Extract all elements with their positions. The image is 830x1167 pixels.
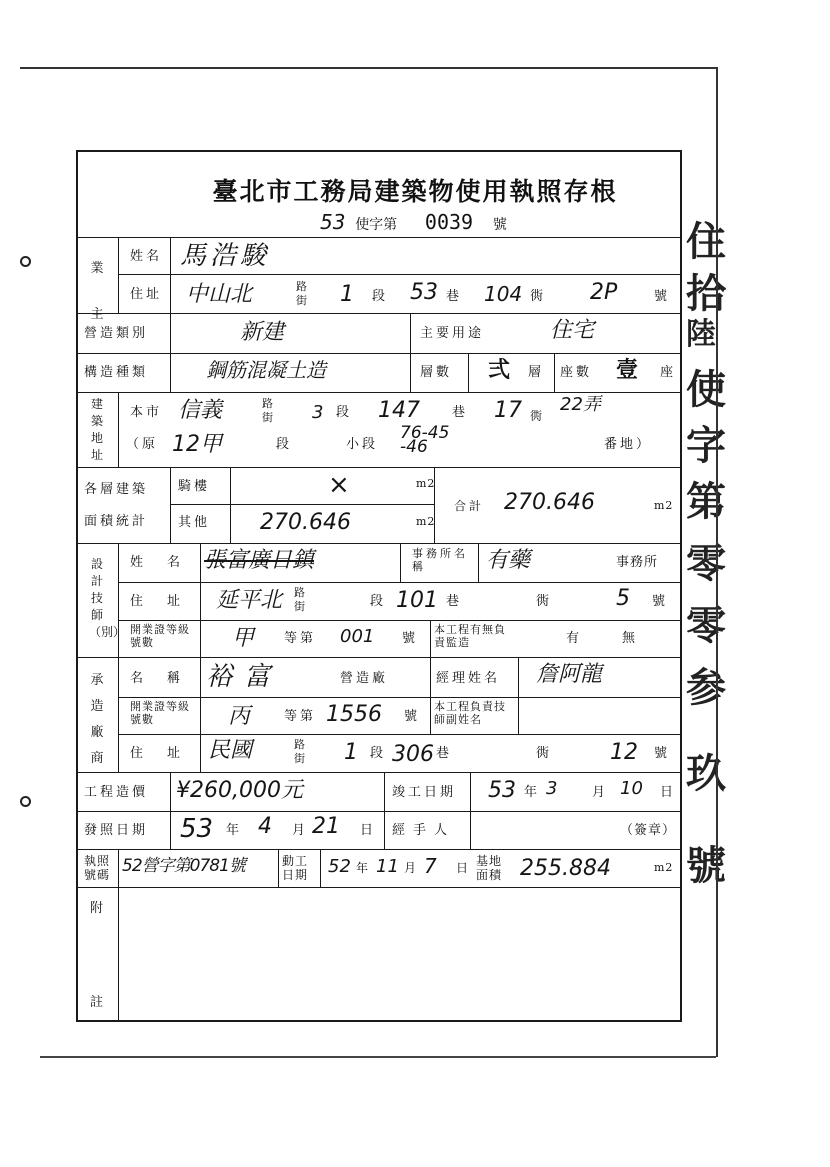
construction-type-label: 營造類別 — [84, 326, 149, 341]
architect-office-label: 事務所名稱 — [412, 547, 468, 573]
contractor-duan: 1 — [344, 740, 358, 765]
architect-lane: 101 — [396, 588, 438, 613]
issue-day: 21 — [312, 814, 340, 839]
punch-hole-2 — [20, 796, 31, 807]
architect-name: 張富廣日鎮 — [204, 548, 315, 573]
contractor-name-suffix: 營造廠 — [340, 671, 389, 686]
permit-label: 執照號碼 — [84, 854, 111, 882]
issue-year-unit: 年 — [226, 823, 243, 838]
architect-office-suffix: 事務所 — [616, 555, 659, 570]
architect-street-label: 街 — [294, 600, 306, 613]
architect-supervise-label: 本工程有無負責監造 — [434, 623, 506, 649]
structure-label: 構造種類 — [84, 365, 149, 380]
issue-month-unit: 月 — [292, 823, 309, 838]
site-plot-label: 番地） — [604, 437, 653, 452]
side-char-10: 玖 — [686, 750, 726, 797]
side-char-6: 第 — [686, 478, 726, 525]
license-label: 使字第 — [355, 217, 398, 233]
architect-grade: 甲 — [232, 626, 255, 651]
arcade-unit: m2 — [416, 477, 436, 490]
side-stamp-column — [686, 218, 730, 922]
contractor-name: 裕富 — [206, 662, 283, 692]
completion-label: 竣工日期 — [392, 785, 457, 800]
site-number: 22弄 — [560, 394, 601, 415]
owner-duan-label: 段 — [372, 289, 389, 304]
cost-label: 工程造價 — [84, 785, 149, 800]
remarks-label-bottom: 註 — [90, 995, 107, 1010]
contractor-cert-suffix: 號 — [404, 709, 421, 724]
remarks-label-top: 附 — [90, 901, 107, 916]
architect-office: 有藥 — [486, 548, 531, 573]
side-char-7: 零 — [686, 540, 726, 587]
contractor-tech-label: 本工程負責技師副姓名 — [434, 700, 506, 726]
floor-area-label-1: 各層建築 — [84, 482, 149, 497]
site-alley-label: 衖 — [530, 409, 546, 423]
issue-day-unit: 日 — [360, 823, 377, 838]
start-day-unit: 日 — [456, 861, 470, 875]
architect-cert-no: 001 — [340, 626, 375, 647]
permit-value: 52營字第0781號 — [122, 856, 245, 876]
construction-type-value: 新建 — [240, 320, 285, 345]
buildings-unit: 座 — [660, 365, 677, 380]
completion-day: 10 — [620, 778, 643, 799]
page-title: 臺北市工務局建築物使用執照存根 — [212, 177, 618, 206]
architect-alley-label: 衖 — [536, 594, 553, 609]
start-year: 52 — [328, 856, 351, 877]
site-orig-label: （原 — [126, 437, 159, 452]
contractor-cert-label: 開業證等級號數 — [130, 700, 190, 726]
cost-value: ¥260,000元 — [176, 778, 303, 803]
architect-duan-label: 段 — [370, 594, 387, 609]
owner-road-label: 路 — [296, 280, 308, 293]
side-char-5: 字 — [686, 422, 726, 469]
side-char-2: 拾 — [686, 270, 726, 317]
contractor-alley-label: 衖 — [536, 746, 553, 761]
architect-lane-label: 巷 — [446, 594, 463, 609]
side-char-1: 住 — [686, 218, 726, 265]
contractor-name-label: 名稱 — [130, 671, 205, 686]
site-lane: 147 — [378, 398, 420, 423]
site-city-label: 本市 — [130, 405, 163, 420]
start-month-unit: 月 — [404, 861, 418, 875]
architect-road: 延平北 — [216, 588, 283, 613]
site-duan-label: 段 — [336, 405, 353, 420]
site-orig-duan-label: 段 — [276, 437, 293, 452]
structure-value: 鋼筋混凝土造 — [206, 358, 326, 382]
contractor-lane-label: 巷 — [436, 746, 453, 761]
contractor-grade-label: 等第 — [284, 709, 317, 724]
architect-section-label: 設計技師（別） — [89, 557, 126, 639]
owner-number-label: 號 — [654, 289, 671, 304]
owner-duan: 1 — [340, 282, 354, 307]
owner-number: 2P — [590, 280, 618, 305]
contractor-duan-label: 段 — [370, 746, 387, 761]
total-label: 合計 — [454, 499, 485, 513]
site-plot: 76-45 -46 — [400, 423, 450, 457]
owner-name: 馬浩駿 — [180, 241, 271, 271]
base-label: 基地面積 — [476, 854, 503, 882]
architect-number-label: 號 — [652, 594, 669, 609]
architect-supervise-yes: 有 — [566, 631, 583, 646]
start-label: 動工日期 — [282, 854, 309, 882]
owner-road: 中山北 — [186, 282, 253, 307]
completion-year: 53 — [488, 778, 516, 803]
owner-lane: 53 — [410, 280, 438, 305]
architect-road-label: 路 — [294, 586, 306, 599]
start-year-unit: 年 — [356, 861, 370, 875]
architect-address-label: 住址 — [130, 594, 205, 609]
architect-cert-label: 開業證等級號數 — [130, 623, 190, 649]
contractor-number-label: 號 — [654, 746, 671, 761]
side-char-9: 参 — [686, 664, 726, 711]
main-use-value: 住宅 — [550, 318, 595, 343]
base-value: 255.884 — [520, 856, 611, 881]
owner-lane-label: 巷 — [446, 289, 463, 304]
owner-name-label: 姓名 — [130, 249, 163, 264]
contractor-road: 民國 — [208, 738, 253, 763]
contractor-grade: 丙 — [228, 704, 251, 729]
contractor-number: 12 — [610, 740, 638, 765]
arcade-value: × — [328, 470, 350, 500]
license-prefix: 53 — [320, 210, 346, 234]
contractor-address-label: 住址 — [130, 746, 205, 761]
owner-alley-label: 衖 — [530, 289, 547, 304]
side-char-11: 號 — [686, 842, 726, 889]
contractor-manager-label: 經理姓名 — [436, 671, 501, 686]
handler-label: 經手人 — [392, 823, 456, 838]
punch-hole-1 — [20, 256, 31, 267]
site-duan: 3 — [312, 402, 324, 423]
site-street-label: 街 — [262, 411, 274, 424]
architect-cert-suffix: 號 — [402, 631, 419, 646]
floor-area-label-2: 面積統計 — [84, 514, 149, 529]
owner-address-label: 住址 — [130, 287, 163, 302]
total-value: 270.646 — [504, 490, 595, 515]
license-number-value: 0039 — [424, 210, 474, 234]
start-day: 7 — [424, 854, 437, 878]
scan-right-edge — [716, 67, 718, 1057]
base-unit: m2 — [654, 861, 674, 874]
site-sub-label: 小段 — [346, 437, 379, 452]
scan-border-line — [20, 67, 716, 69]
architect-name-label: 姓名 — [130, 555, 205, 570]
owner-alley: 104 — [484, 282, 523, 306]
architect-supervise-no: 無 — [622, 631, 639, 646]
issue-label: 發照日期 — [84, 823, 149, 838]
license-suffix: 號 — [492, 217, 507, 233]
site-alley: 17 — [494, 398, 522, 423]
contractor-street-label: 街 — [294, 752, 306, 765]
start-month: 11 — [376, 856, 399, 877]
contractor-cert-no: 1556 — [326, 702, 382, 727]
arcade-label: 騎樓 — [178, 479, 211, 494]
total-unit: m2 — [654, 499, 674, 512]
completion-year-unit: 年 — [524, 785, 541, 800]
side-char-8: 零 — [686, 602, 726, 649]
side-char-3: 陸 — [686, 317, 716, 352]
contractor-lane: 306 — [392, 742, 434, 767]
site-section-label: 建築地址 — [90, 397, 103, 462]
owner-street-label: 街 — [296, 294, 308, 307]
site-lane-label: 巷 — [452, 405, 469, 420]
buildings-value: 壹 — [616, 358, 639, 383]
main-use-label: 主要用途 — [420, 326, 485, 341]
contractor-road-label: 路 — [294, 738, 306, 751]
floors-value: 弍 — [488, 358, 511, 383]
completion-day-unit: 日 — [660, 785, 677, 800]
issue-year: 53 — [180, 814, 214, 844]
architect-grade-label: 等第 — [284, 631, 317, 646]
issue-month: 4 — [258, 814, 272, 839]
stamp-label: （簽章） — [620, 823, 677, 838]
side-char-4: 使 — [686, 366, 726, 413]
contractor-section-label: 承造廠商 — [90, 673, 104, 766]
completion-month: 3 — [546, 778, 558, 799]
floors-unit: 層 — [528, 365, 545, 380]
contractor-manager: 詹阿龍 — [536, 662, 603, 687]
site-orig-duan: 12甲 — [172, 432, 222, 457]
architect-number: 5 — [616, 586, 630, 611]
buildings-label: 座數 — [560, 365, 593, 380]
other-unit: m2 — [416, 515, 436, 528]
owner-section-label: 業主 — [90, 261, 104, 322]
site-road-label: 路 — [262, 397, 274, 410]
site-district: 信義 — [178, 398, 223, 423]
other-label: 其他 — [178, 515, 211, 530]
scan-bottom-line — [40, 1056, 716, 1058]
floors-label: 層數 — [420, 365, 453, 380]
other-value: 270.646 — [260, 510, 351, 535]
completion-month-unit: 月 — [592, 785, 609, 800]
